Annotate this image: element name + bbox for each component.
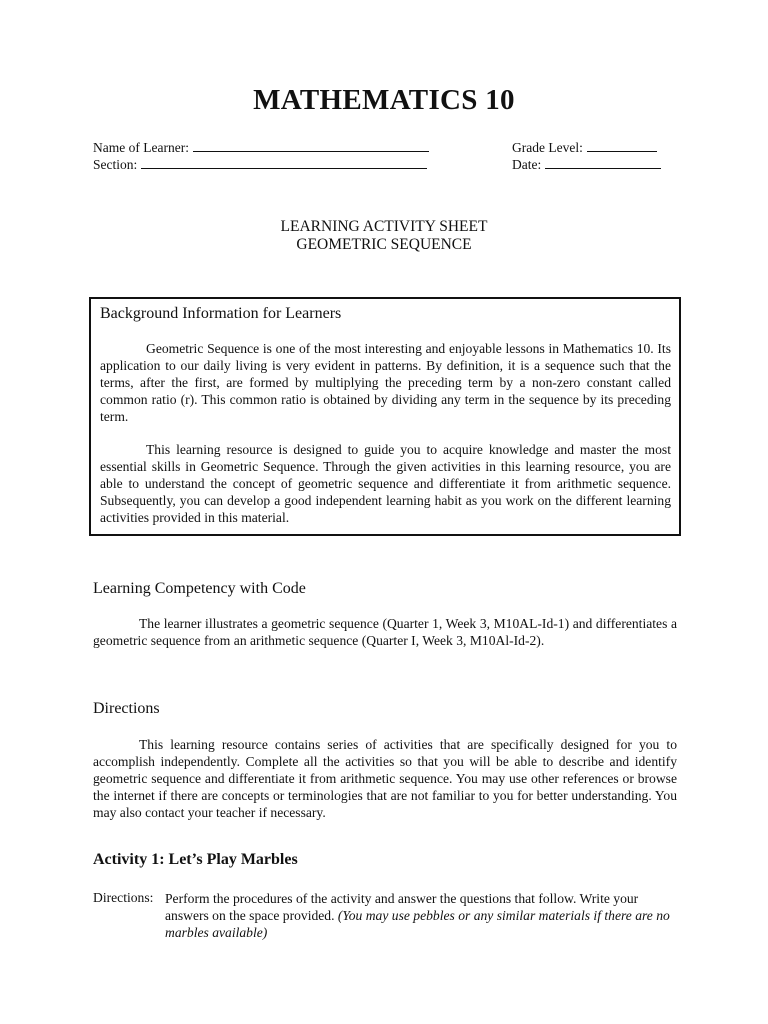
grade-level-label: Grade Level: (512, 140, 583, 155)
competency-text: The learner illustrates a geometric sequence (Quarter 1, Week 3, M10AL-Id-1) and differentiates a geometric sequence from an arithmetic sequence (Quarter I, Week 3, M10Al-Id-2). (93, 616, 677, 648)
page-title: MATHEMATICS 10 (253, 84, 515, 116)
date-field (512, 156, 661, 173)
name-of-learner-field (93, 139, 429, 156)
directions-text: This learning resource contains series of activities that are specifically designed for you to accomplish independently. Complete all the activities so that you will be able to describe and identify geometric sequence and differentiate it from arithmetic sequence. You may use other references or browse the internet if there are concepts or terminologies that are not familiar to you for better understanding. You may also contact your teacher if necessary. (93, 737, 677, 820)
background-paragraph-2: This learning resource is designed to guide you to acquire knowledge and master the most essential skills in Geometric Sequence. Through the given activities in this learning resource, you are able to understand the concept of geometric sequence and differentiate it from arithmetic sequence. Subsequently, you can develop a good independent learning habit as you work on the different learning activities provided in this material. (100, 442, 671, 525)
sheet-subtitle: GEOMETRIC SEQUENCE (296, 236, 472, 253)
background-paragraph-1: Geometric Sequence is one of the most interesting and enjoyable lessons in Mathematics 10. Its application to our daily living is very evident in patterns. By definition, it is a sequence such that the terms, after the first, are formed by multiplying the preceding term by a non-zero constant called common ratio (r). This common ratio is obtained by dividing any term in the sequence by its preceding term. (100, 341, 671, 424)
activity-1-directions-note: (You may use pebbles or any similar materials if there are no marbles available) (165, 908, 670, 940)
section-field (93, 156, 427, 173)
name-of-learner-label: Name of Learner: (93, 140, 189, 155)
activity-1-heading: Activity 1: Let’s Play Marbles (93, 851, 298, 868)
date-label: Date: (512, 157, 542, 172)
activity-1-directions-text: Perform the procedures of the activity and answer the questions that follow. Write your answers on the space provided. (165, 891, 639, 923)
sheet-title: LEARNING ACTIVITY SHEET (280, 218, 488, 235)
section-blank[interactable] (141, 156, 427, 169)
name-of-learner-blank[interactable] (193, 139, 429, 152)
grade-level-field (512, 139, 657, 156)
background-heading: Background Information for Learners (100, 305, 342, 322)
section-label: Section: (93, 157, 138, 172)
grade-level-blank[interactable] (587, 139, 657, 152)
date-blank[interactable] (545, 156, 661, 169)
directions-heading: Directions (93, 700, 160, 717)
activity-1-directions-label: Directions: (93, 890, 154, 905)
competency-heading: Learning Competency with Code (93, 580, 306, 597)
activity-1-directions-body (165, 890, 677, 941)
